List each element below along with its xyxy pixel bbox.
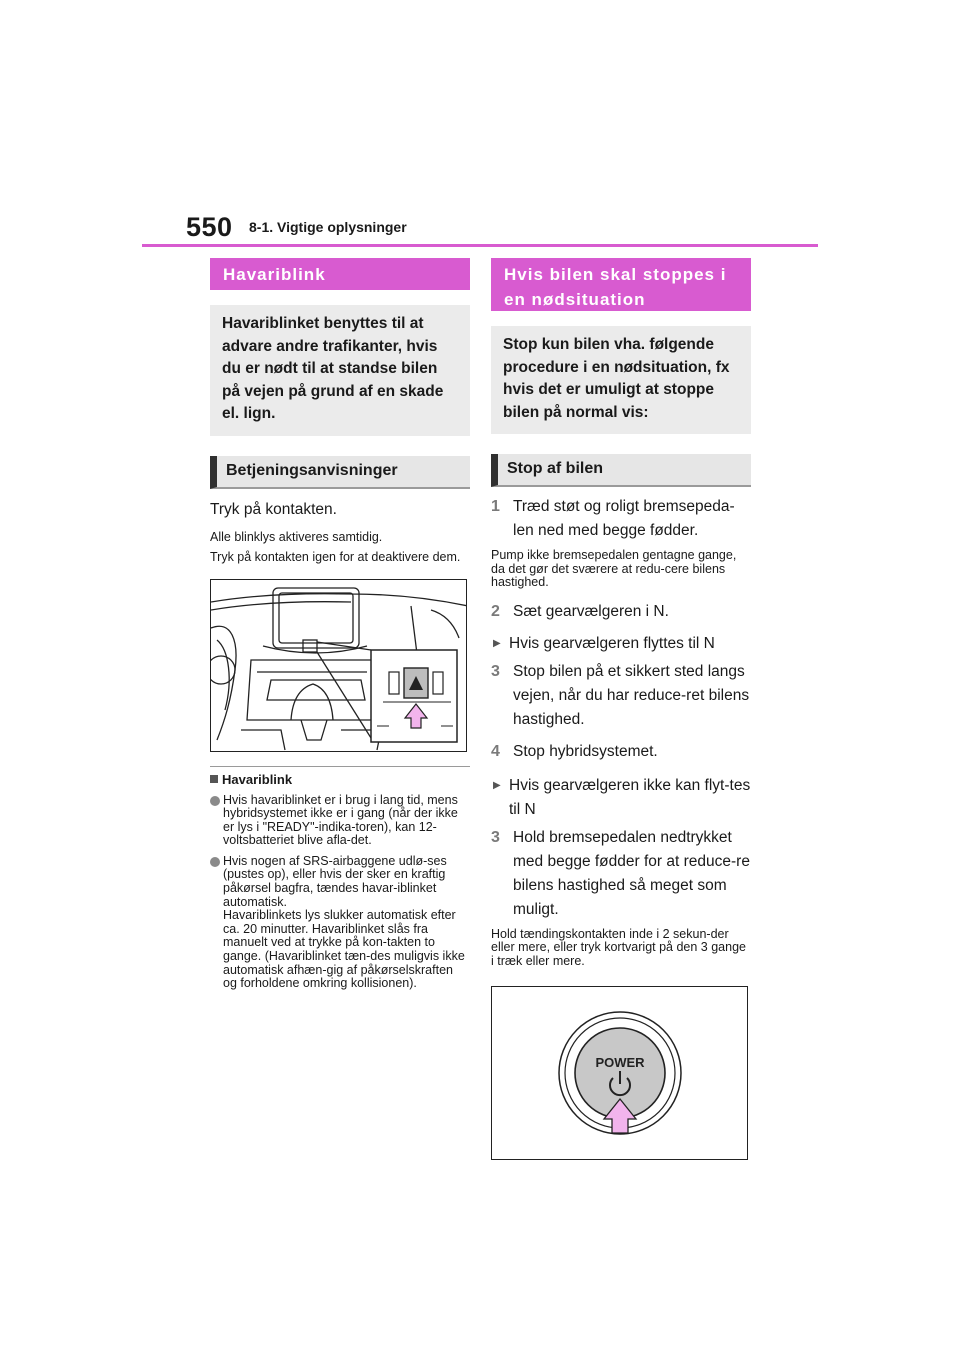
step-4-number: 4 <box>491 742 500 760</box>
power-button-figure <box>491 986 748 1160</box>
step-1-text: Træd støt og roligt bremsepeda-len ned med begge fødder. <box>513 498 735 539</box>
step-2 <box>491 600 751 624</box>
hazard-switch-figure <box>210 579 467 752</box>
emergency-intro: Stop kun bilen vha. følgende procedure i en nødsituation, fx hvis det er umuligt at stoppe bilen på normal vis: <box>491 326 751 434</box>
step-3b-note: Hold tændingskontakten inde i 2 sekun-der eller mere, eller tryk kortvarigt på den 3 gange i træk eller mere. <box>491 926 746 968</box>
hazard-intro: Havariblinket benyttes til at advare andre trafikanter, hvis du er nødt til at standse bilen på vejen på grund af en skade el. lign. <box>210 305 470 436</box>
emergency-title: Hvis bilen skal stoppes i en nødsituation <box>491 258 751 311</box>
note-separator <box>210 766 470 767</box>
step-1-note: Pump ikke bremsepedalen gentagne gange, da det gør det sværere at redu-cere bilens hastighed. <box>491 548 737 589</box>
note-heading-text: Havariblink <box>222 771 293 787</box>
step-2-number: 2 <box>491 602 500 620</box>
note-heading <box>210 772 470 787</box>
step-1 <box>491 495 751 543</box>
step-3b-text: Hold bremsepedalen nedtrykket med begge fødder for at reduce-re bilens hastighed så meget som muligt. <box>513 828 750 918</box>
triangle-bullet-icon: ▶ <box>493 779 501 791</box>
power-button-illustration <box>492 987 748 1160</box>
step-4-text: Stop hybridsystemet. <box>513 742 658 760</box>
left-column <box>210 258 470 991</box>
power-label: POWER <box>595 1055 645 1070</box>
instructions-heading: Betjeningsanvisninger <box>210 456 470 489</box>
detail-1: Alle blinklys aktiveres samtidig. <box>210 529 383 544</box>
stop-heading: Stop af bilen <box>491 454 751 487</box>
step-2-text: Sæt gearvælgeren i N. <box>513 602 669 620</box>
right-column <box>491 258 751 1160</box>
step-4 <box>491 740 751 764</box>
case-not-neutral-text: Hvis gearvælgeren ikke kan flyt-tes til N <box>509 776 751 818</box>
note-bullet-1-text: Hvis havariblinket er i brug i lang tid, mens hybridsystemet ikke er i gang (når der ikke er lys i "READY"-indika-toren), kan 12-voltsbatteriet blive afla-det. <box>223 792 458 848</box>
dashboard-illustration <box>211 580 467 752</box>
hazard-title: Havariblink <box>210 258 470 290</box>
step-3a-number: 3 <box>491 662 500 680</box>
note-bullet-1 <box>210 794 470 848</box>
case-neutral-text: Hvis gearvælgeren flyttes til N <box>509 634 715 652</box>
step-3a <box>491 660 751 732</box>
page-number: 550 <box>186 212 233 242</box>
detail-2: Tryk på kontakten igen for at deaktivere dem. <box>210 549 461 564</box>
step-3b <box>491 826 751 922</box>
square-bullet-icon <box>210 775 218 783</box>
instruction-text: Tryk på kontakten. <box>210 500 337 518</box>
step-3a-text: Stop bilen på et sikkert sted langs vejen, når du har reduce-ret bilens hastighed. <box>513 662 750 728</box>
case-neutral <box>491 632 751 656</box>
header-rule <box>142 244 818 247</box>
section-label: 8-1. Vigtige oplysninger <box>249 219 407 235</box>
note-bullet-2-text: Hvis nogen af SRS-airbaggene udlø-ses (pustes op), eller hvis der sker en kraftig påkørsel bagfra, tændes havar-iblinket automatisk. Havariblinkets lys slukker automatisk efter ca. 20 minutter. Havariblinket slås fra manuelt ved at trykke på kon-takten to gange. (Havariblinket tæn-des muligvis ikke automatisk afhæn-gig af påkørselskraften og forholdene omkring kollisionen). <box>223 853 465 991</box>
triangle-bullet-icon: ▶ <box>493 637 501 649</box>
step-1-number: 1 <box>491 498 500 515</box>
case-not-neutral <box>491 774 751 822</box>
circle-bullet-icon <box>210 857 220 867</box>
note-bullet-2 <box>210 855 470 991</box>
step-3b-number: 3 <box>491 828 500 846</box>
circle-bullet-icon <box>210 796 220 806</box>
